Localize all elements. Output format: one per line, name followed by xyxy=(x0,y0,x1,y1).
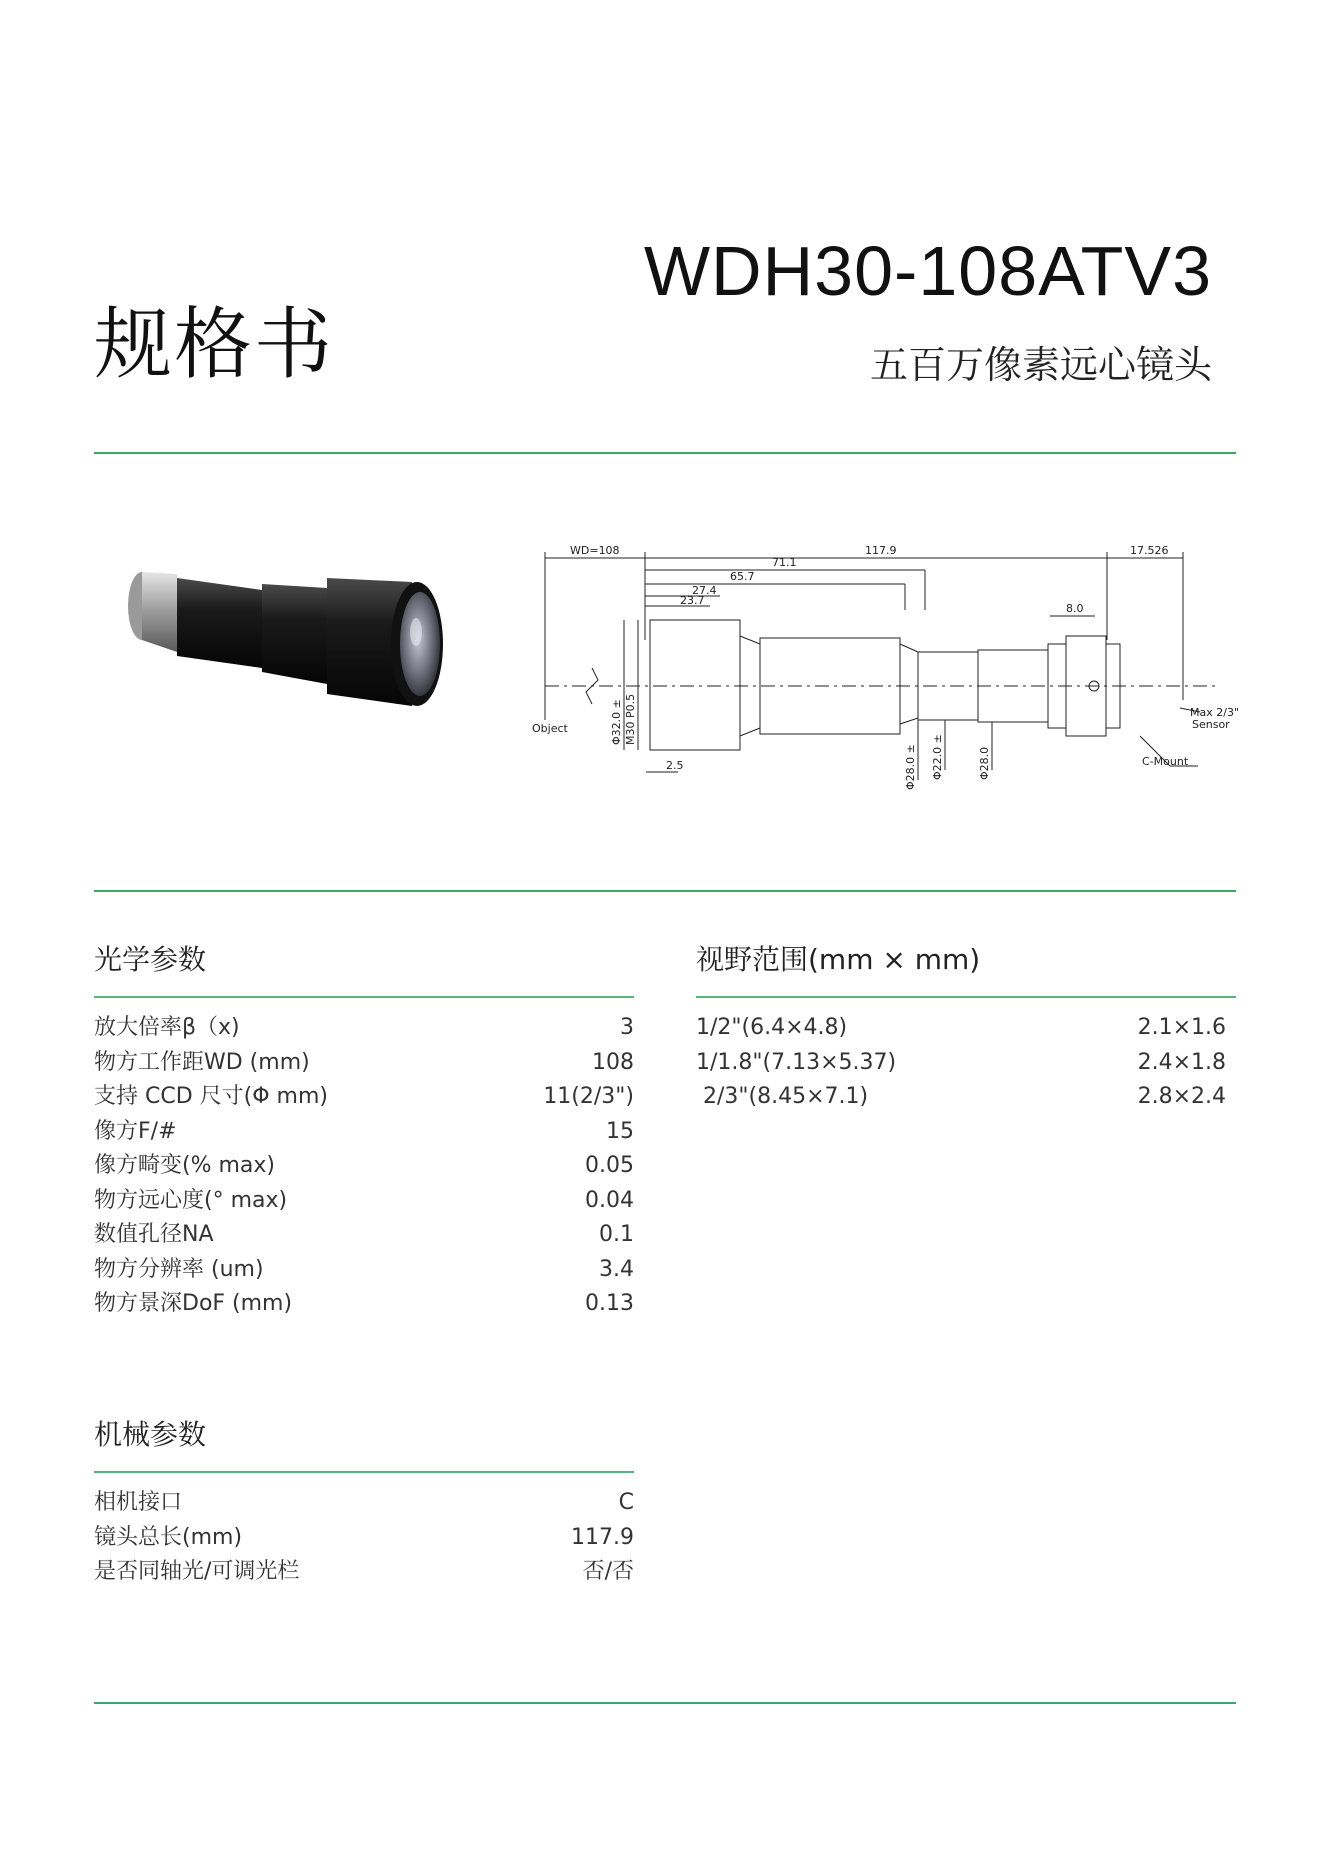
fov-divider xyxy=(696,996,1236,998)
dim-dia-28a: Φ28.0 ± xyxy=(904,744,917,790)
model-number: WDH30-108ATV3 xyxy=(643,232,1212,310)
spec-row xyxy=(94,1486,634,1521)
fov-label: 2/3"(8.45×7.1) xyxy=(696,1084,869,1109)
spec-label: 像方畸变(% max) xyxy=(94,1153,275,1178)
fov-section-title: 视野范围(mm × mm) xyxy=(696,943,981,976)
dim-2-5: 2.5 xyxy=(666,759,684,772)
label-sensor-size: Max 2/3" xyxy=(1190,706,1240,719)
spec-label: 像方F/# xyxy=(94,1118,177,1144)
page-title: 规格书 xyxy=(94,300,335,390)
spec-row xyxy=(94,1184,634,1219)
product-subtitle: 五百万像素远心镜头 xyxy=(869,343,1212,387)
optical-table xyxy=(94,1011,634,1322)
spec-value: 15 xyxy=(606,1118,634,1144)
spec-row xyxy=(94,1011,634,1046)
spec-label: 物方工作距WD (mm) xyxy=(94,1049,310,1075)
spec-label: 镜头总长(mm) xyxy=(94,1524,243,1550)
label-object: Object xyxy=(532,722,568,735)
spec-value: 0.1 xyxy=(599,1222,634,1247)
spec-label: 物方远心度(° max) xyxy=(94,1187,288,1213)
spec-row xyxy=(94,1555,634,1590)
fov-label: 1/2"(6.4×4.8) xyxy=(696,1015,848,1040)
fov-value: 2.8×2.4 xyxy=(1137,1084,1226,1109)
fov-label: 1/1.8"(7.13×5.37) xyxy=(696,1049,897,1075)
dim-dia-28b: Φ28.0 xyxy=(978,746,991,780)
spec-value: 3.4 xyxy=(599,1256,634,1282)
spec-row xyxy=(94,1521,634,1556)
dim-dia-32: Φ32.0 ± xyxy=(610,699,623,745)
dim-dia-22: Φ22.0 ± xyxy=(931,734,944,780)
spec-value: 否/否 xyxy=(582,1559,634,1584)
fov-value: 2.4×1.8 xyxy=(1137,1049,1226,1075)
mechanical-section-title: 机械参数 xyxy=(94,1418,207,1451)
spec-row xyxy=(94,1149,634,1184)
optical-section-title: 光学参数 xyxy=(94,943,207,976)
optical-divider xyxy=(94,996,634,998)
dim-back-focus: 17.526 xyxy=(1130,544,1169,557)
spec-value: 3 xyxy=(620,1015,634,1040)
fov-table xyxy=(696,1011,1226,1115)
spec-value: 0.04 xyxy=(585,1187,634,1213)
lens-photo xyxy=(122,556,472,716)
spec-row xyxy=(94,1218,634,1253)
lens-dimension-drawing xyxy=(520,540,1240,800)
spec-value: 0.13 xyxy=(585,1291,634,1316)
label-c-mount: C-Mount xyxy=(1142,755,1189,768)
fov-row xyxy=(696,1080,1226,1115)
mechanical-table xyxy=(94,1486,634,1590)
dim-8: 8.0 xyxy=(1066,602,1084,615)
spec-value: 0.05 xyxy=(585,1153,634,1178)
spec-row xyxy=(94,1253,634,1288)
spec-label: 相机接口 xyxy=(94,1490,183,1515)
dim-total-length: 117.9 xyxy=(865,544,897,557)
dim-71: 71.1 xyxy=(772,556,797,569)
footer-divider xyxy=(94,1702,1236,1704)
dim-wd: WD=108 xyxy=(570,544,620,557)
spec-value: 11(2/3") xyxy=(543,1084,634,1109)
dim-65: 65.7 xyxy=(730,570,755,583)
header-divider xyxy=(94,452,1236,454)
dim-m30: M30 P0.5 xyxy=(624,693,637,745)
fov-value: 2.1×1.6 xyxy=(1137,1015,1226,1040)
spec-label: 物方景深DoF (mm) xyxy=(94,1291,293,1316)
spec-label: 是否同轴光/可调光栏 xyxy=(94,1559,300,1584)
spec-value: 108 xyxy=(592,1049,634,1075)
spec-row xyxy=(94,1046,634,1081)
mechanical-divider xyxy=(94,1471,634,1473)
spec-row xyxy=(94,1115,634,1150)
label-sensor: Sensor xyxy=(1192,718,1230,731)
dim-23: 23.7 xyxy=(680,594,705,607)
spec-value: 117.9 xyxy=(571,1524,634,1550)
fov-row xyxy=(696,1046,1226,1081)
spec-label: 物方分辨率 (um) xyxy=(94,1256,264,1282)
fov-row xyxy=(696,1011,1226,1046)
spec-row xyxy=(94,1080,634,1115)
spec-row xyxy=(94,1287,634,1322)
dim-27: 27.4 xyxy=(692,584,717,597)
spec-label: 数值孔径NA xyxy=(94,1222,214,1247)
image-divider xyxy=(94,890,1236,892)
spec-label: 放大倍率β（x) xyxy=(94,1015,240,1040)
spec-label: 支持 CCD 尺寸(Φ mm) xyxy=(94,1084,328,1109)
spec-value: C xyxy=(618,1490,634,1515)
